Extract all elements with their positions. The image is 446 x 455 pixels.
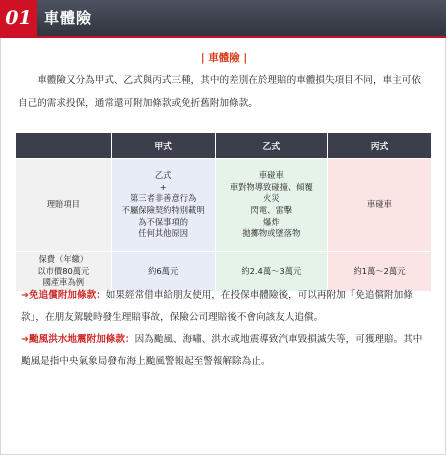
cell-line: 任何其他原因	[138, 228, 189, 239]
cell-line: 閃電、雷擊	[250, 205, 293, 215]
cell-line: +	[159, 181, 167, 192]
note-text: 如果經常借車給朋友使用，在投保車體險後，可以再附加「免追償附加條款」，在朋友駕駛時發生理賠事故，保險公司理賠後不會向該友人追償。	[21, 290, 413, 323]
cell-line: 國產車為例	[42, 277, 85, 287]
cell-line: 不屬保險契約特別載明	[121, 205, 205, 215]
intro-paragraph: 車體險又分為甲式、乙式與丙式三種，其中的差別在於理賠的車體損失項目不同，車主可依自己的需求投保，通常還可附加條款或免折舊附加條款。	[18, 75, 421, 109]
table-header-bing: 丙式	[327, 133, 431, 159]
coverage-table	[15, 132, 432, 292]
section-title: | 車體險 |	[200, 52, 248, 64]
cell-bing-claim	[327, 159, 431, 252]
table-row	[16, 159, 432, 252]
cell-line: 火災	[263, 193, 280, 204]
cell-jia-premium: 約6萬元	[111, 252, 215, 292]
header-bar	[0, 0, 446, 38]
cell-line: 為不保事項的	[138, 216, 189, 227]
cell-line: 爆炸	[263, 216, 280, 227]
note-label: 免追償附加條款：	[29, 290, 106, 301]
note-text: 因為颱風、海嘯、洪水或地震導致汽車毀損滅失等，可獲理賠。其中颱風是指中央氣象局發布海上颱風警報起至警報解除為止。	[21, 334, 423, 367]
note-waiver-recourse	[21, 285, 426, 329]
cell-line: 拋擲物或墜落物	[242, 228, 301, 239]
cell-line: 車對物導致碰撞、傾覆	[229, 181, 313, 192]
cell-jia-claim	[111, 159, 215, 252]
notes-list	[21, 285, 426, 373]
content-box	[0, 38, 446, 455]
table-header-blank	[16, 133, 112, 159]
cell-line: 乙式	[154, 169, 172, 180]
row-label-claim-items: 理賠項目	[16, 159, 112, 252]
cell-bing-premium: 約1萬～2萬元	[327, 252, 431, 292]
page-title: 車體險	[44, 9, 93, 27]
arrow-right-icon: ➜	[21, 334, 30, 345]
cell-line: 車碰車	[367, 199, 392, 210]
section-number-badge: 01	[0, 0, 37, 36]
table-header-yi: 乙式	[215, 133, 327, 159]
cell-yi-premium: 約2.4萬～3萬元	[215, 252, 327, 292]
table-header-row	[16, 133, 432, 159]
cell-line: 以市價80萬元	[37, 265, 90, 276]
table-header-jia: 甲式	[111, 133, 215, 159]
note-label: 颱風洪水地震附加條款：	[29, 334, 135, 345]
cell-line: 保費（年繳）	[38, 254, 89, 264]
note-typhoon-flood-quake	[21, 329, 426, 373]
cell-line: 第三者非善意行為	[129, 193, 197, 204]
cell-line: 車碰車	[258, 169, 284, 180]
cell-yi-claim	[215, 159, 327, 252]
arrow-right-icon: ➜	[21, 290, 30, 301]
